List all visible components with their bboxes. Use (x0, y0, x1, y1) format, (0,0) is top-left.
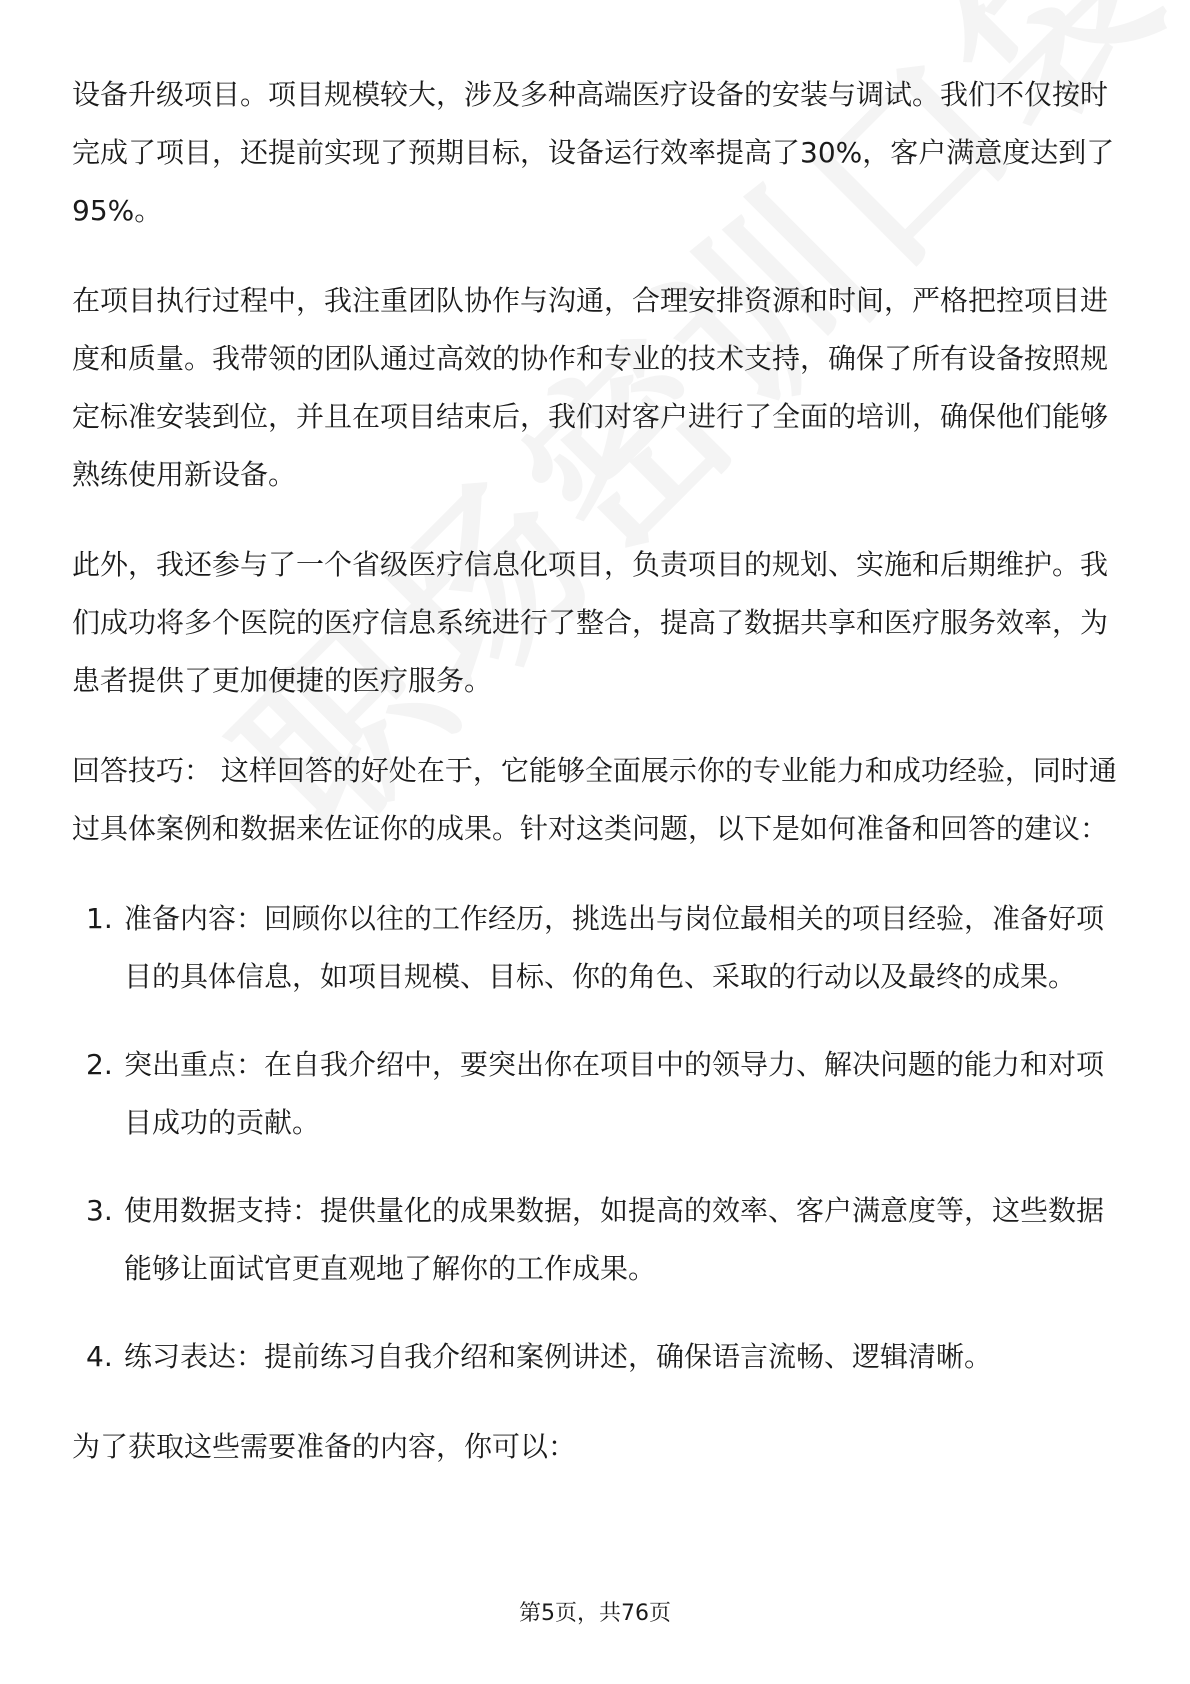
paragraph-answer-tips: 回答技巧： 这样回答的好处在于，它能够全面展示你的专业能力和成功经验，同时通过具体案例和数据来佐证你的成果。针对这类问题，以下是如何准备和回答的建议： (72, 754, 1117, 845)
list-item-text: 使用数据支持：提供量化的成果数据，如提高的效率、客户满意度等，这些数据能够让面试官更直观地了解你的工作成果。 (124, 1194, 1105, 1285)
list-item (72, 1182, 1122, 1298)
paragraph-closing: 为了获取这些需要准备的内容，你可以： (72, 1430, 577, 1463)
document-body (72, 66, 1122, 1508)
list-item (72, 1036, 1122, 1152)
page-footer: 第5页，共76页 (519, 1601, 671, 1626)
paragraph-provincial-project: 此外，我还参与了一个省级医疗信息化项目，负责项目的规划、实施和后期维护。我们成功将多个医院的医疗信息系统进行了整合，提高了数据共享和医疗服务效率，为患者提供了更加便捷的医疗服务。 (72, 548, 1109, 697)
list-item-number: 2. (86, 1048, 113, 1081)
list-item-number: 4. (86, 1340, 113, 1373)
list-item (72, 1328, 1122, 1386)
list-item-number: 3. (86, 1194, 113, 1227)
paragraph-execution: 在项目执行过程中，我注重团队协作与沟通，合理安排资源和时间，严格把控项目进度和质量。我带领的团队通过高效的协作和专业的技术支持，确保了所有设备按照规定标准安装到位，并且在项目结束后，我们对客户进行了全面的培训，确保他们能够熟练使用新设备。 (72, 284, 1109, 491)
list-item-text: 准备内容：回顾你以往的工作经历，挑选出与岗位最相关的项目经验，准备好项目的具体信息，如项目规模、目标、你的角色、采取的行动以及最终的成果。 (124, 902, 1105, 993)
tips-list (72, 890, 1122, 1386)
list-item-number: 1. (86, 902, 113, 935)
list-item (72, 890, 1122, 1006)
list-item-text: 突出重点：在自我介绍中，要突出你在项目中的领导力、解决问题的能力和对项目成功的贡献。 (124, 1048, 1105, 1139)
paragraph-project-result: 设备升级项目。项目规模较大，涉及多种高端医疗设备的安装与调试。我们不仅按时完成了项目，还提前实现了预期目标，设备运行效率提高了30%，客户满意度达到了95%。 (72, 78, 1115, 227)
list-item-text: 练习表达：提前练习自我介绍和案例讲述，确保语言流畅、逻辑清晰。 (124, 1340, 993, 1373)
